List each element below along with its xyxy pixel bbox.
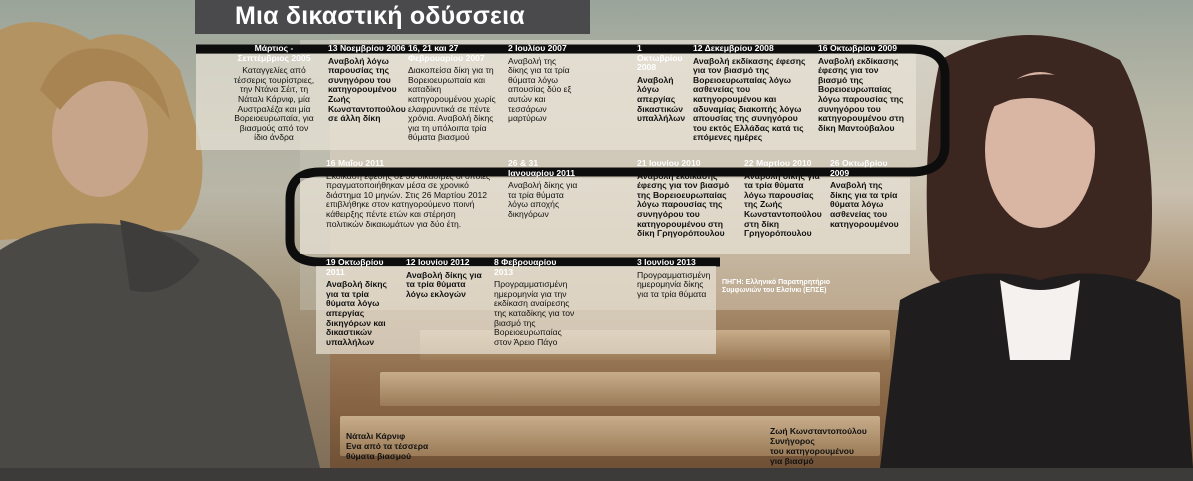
event-text: Αναβολή δίκης για τα τρία θύματα λόγω απεργίας δικηγόρων και δικαστικών υπαλλήλων	[326, 279, 387, 347]
event-text: Αναβολή λόγω παρουσίας της συνηγόρου του κατηγορουμένου Ζωής Κωνσταντοπούλου σε άλλη δίκη	[328, 55, 406, 124]
event-date: 21 Ιουνίου 2010	[637, 158, 701, 168]
timeline-event	[744, 159, 826, 239]
timeline-event	[326, 159, 492, 229]
event-text: Αναβολή δίκης για τα τρία θύματα λόγω αποχής δικηγόρων	[508, 180, 578, 219]
source-note: ΠΗΓΗ: Ελληνικό Παρατηρητήριο Συμφωνιών του Ελσίνκι (ΕΠΣΕ)	[722, 279, 831, 294]
event-text: Αναβολή εκδίκασης έφεσης για τον βιασμό της Βορειοευρωπαίας λόγω παρουσίας της συνηγόρου του κατηγορουμένου στη δίκη Μαντούβαλου	[818, 55, 904, 133]
event-text: Αναβολή δίκης για τα τρία θύματα λόγω εκλογών	[406, 269, 482, 299]
timeline-event	[232, 44, 316, 143]
timeline-event	[508, 159, 580, 220]
photo-caption-left: Νάταλι Κάρνιφ Ενα από τα τέσσερα θύματα βιασμού	[346, 431, 429, 461]
event-date: 26 Οκτωβρίου 2009	[830, 158, 888, 178]
timeline-event	[328, 44, 408, 124]
event-date: 1 Οκτωβρίου 2008	[637, 43, 683, 73]
event-text: Αναβολή της δίκης για τα τρία θύματα λόγω απουσίας δύο εξ αυτών και τεσσάρων μαρτύρων	[508, 55, 572, 124]
timeline-event	[494, 258, 576, 347]
timeline-event	[508, 44, 576, 124]
event-text: Προγραμματισμένη ημερομηνία δίκης για τα τρία θύματα	[637, 269, 711, 299]
timeline-event	[693, 44, 813, 143]
event-text: Προγραμματισμένη ημερομηνία για την εκδίκαση αναίρεσης της καταδίκης για τον βιασμό της Βορειοευρωπαίας στον Άρειο Πάγο	[494, 279, 575, 347]
event-date: 19 Οκτωβρίου 2011	[326, 257, 384, 277]
timeline-event	[637, 258, 711, 299]
event-date: 16 Οκτωβρίου 2009	[818, 43, 897, 53]
event-text: Αναβολή εκδίκασης έφεσης για τον βιασμό της Βορειοευρωπαίας λόγω παρουσίας της συνηγόρου του κατηγορουμένου στη δίκη Γρηγορόπουλου	[637, 170, 730, 239]
photo-caption-right: Ζωή Κωνσταντοπούλου Συνήγορος του κατηγορουμένου για βιασμό	[770, 426, 867, 466]
event-date: 26 & 31 Ιανουαρίου 2011	[508, 158, 575, 178]
page-title: Μια δικαστική οδύσσεια	[235, 2, 525, 30]
timeline-event	[637, 44, 689, 124]
event-date: 22 Μαρτίου 2010	[744, 158, 812, 168]
event-date: 8 Φεβρουαρίου 2013	[494, 257, 557, 277]
event-date: 12 Δεκεμβρίου 2008	[693, 43, 774, 53]
event-text: Εκδίκαση έφεσης σε 30 δικάσιμες οι οποίες πραγματοποιήθηκαν μέσα σε χρονικό διάστημα 10 μηνών. Στις 26 Μαρτίου 2012 επιβλήθηκε στον κατηγορούμενο ποινή κάθειρξης πέντε ετών και στέρηση πολιτικών δικαιωμάτων για δύο έτη.	[326, 170, 491, 229]
event-date: 13 Νοεμβρίου 2006	[328, 43, 406, 53]
event-text: Διακοπείσα δίκη για τη Βορειοευρωπαία και καταδίκη κατηγορουμένου χωρίς ελαφρυντικά σε πέντε χρόνια. Αναβολή δίκης για τη υπόλοιπα τρία θύματα βιασμού	[408, 65, 496, 143]
event-text: Αναβολή λόγω απεργίας δικαστικών υπαλλήλων	[637, 74, 686, 124]
timeline-event	[326, 258, 398, 347]
event-date: 2 Ιουλίου 2007	[508, 43, 567, 53]
timeline-event	[830, 159, 902, 229]
event-date: 3 Ιουνίου 2013	[637, 257, 696, 267]
event-date: 12 Ιουνίου 2012	[406, 257, 470, 267]
event-text: Αναβολή δίκης για τα τρία θύματα λόγω παρουσίας της Ζωής Κωνσταντοπούλου στη δίκη Γρηγορόπουλου	[744, 170, 822, 239]
timeline-event	[406, 258, 486, 299]
event-text: Αναβολή της δίκης για τα τρία θύματα λόγω ασθενείας του κατηγορουμένου	[830, 180, 899, 229]
event-date: 16, 21 και 27 Φεβρουαρίου 2007	[408, 43, 485, 63]
event-date: Μάρτιος - Σεπτέμβριος 2005	[237, 43, 311, 63]
event-text: Αναβολή εκδίκασης έφεσης για τον βιασμό της Βορειοευρωπαίας λόγω ασθενείας του κατηγορουμένου και αδυναμίας διακοπής λόγω απουσίας της συνηγόρου του εκτός Ελλάδας κατά τις επόμενες ημέρες	[693, 55, 806, 143]
timeline-event	[818, 44, 910, 133]
timeline-event	[637, 159, 741, 239]
event-text: Καταγγελίες από τέσσερις τουρίστριες, την Ντάνα Σέιτ, τη Νάταλι Κάρνιφ, μία Αυστραλέζα και μία Βορειοευρωπαία, για βιασμούς από τον ίδιο άνδρα	[233, 65, 315, 143]
event-date: 16 Μαΐου 2011	[326, 158, 385, 168]
timeline-event	[408, 44, 504, 143]
